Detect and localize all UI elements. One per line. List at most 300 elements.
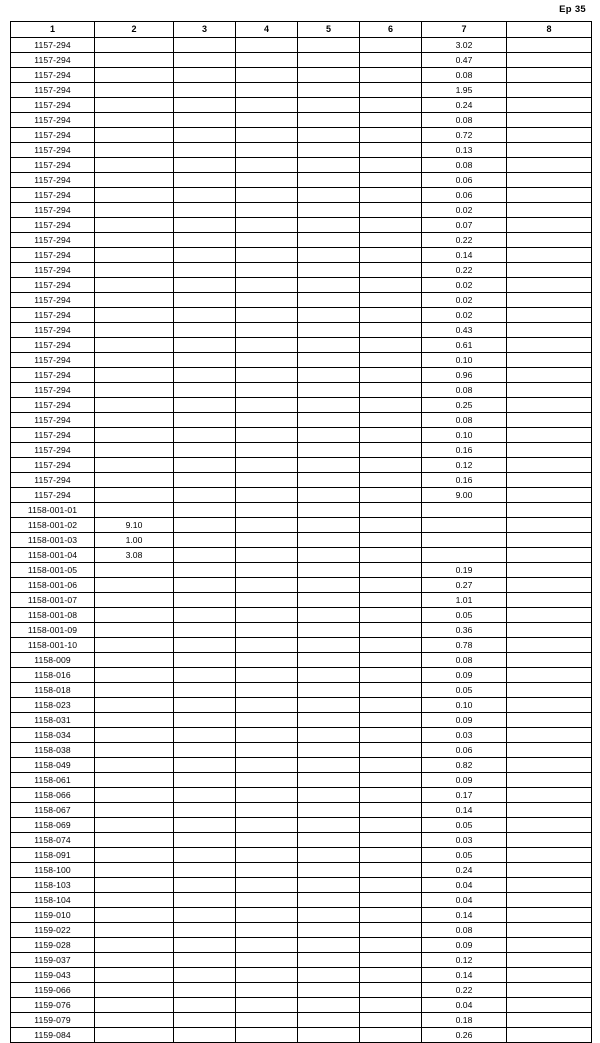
cell-id: 1158-069 [11,818,95,833]
cell-value [298,1013,360,1028]
cell-value [298,938,360,953]
cell-value [360,578,422,593]
cell-value [507,353,592,368]
cell-value [174,278,236,293]
cell-value [236,143,298,158]
cell-id: 1158-001-10 [11,638,95,653]
cell-value: 0.26 [422,1028,507,1043]
cell-id: 1157-294 [11,248,95,263]
cell-value [95,113,174,128]
cell-value: 0.22 [422,983,507,998]
cell-value [298,908,360,923]
cell-value [174,848,236,863]
cell-value [174,473,236,488]
cell-value: 0.02 [422,278,507,293]
table-row [11,668,592,683]
cell-value [507,998,592,1013]
cell-value [174,128,236,143]
cell-value [507,218,592,233]
cell-value: 0.43 [422,323,507,338]
cell-value [95,578,174,593]
cell-value: 0.05 [422,683,507,698]
cell-value [174,578,236,593]
cell-value [174,368,236,383]
cell-value [95,743,174,758]
cell-value [174,683,236,698]
cell-value [360,383,422,398]
table-row [11,1013,592,1028]
cell-id: 1158-066 [11,788,95,803]
cell-value [298,728,360,743]
cell-value [174,773,236,788]
cell-value [236,938,298,953]
cell-value [298,923,360,938]
cell-value: 0.24 [422,863,507,878]
cell-value [95,398,174,413]
cell-value: 0.04 [422,998,507,1013]
cell-value [507,398,592,413]
cell-value [236,533,298,548]
cell-id: 1157-294 [11,68,95,83]
table-row [11,503,592,518]
table-row [11,383,592,398]
cell-value [360,98,422,113]
table-row [11,623,592,638]
cell-value [507,773,592,788]
cell-value [95,893,174,908]
cell-value [298,53,360,68]
cell-value: 0.08 [422,653,507,668]
cell-value [422,548,507,563]
cell-value: 0.25 [422,398,507,413]
cell-value [507,338,592,353]
cell-value [236,128,298,143]
cell-value: 0.05 [422,608,507,623]
table-row [11,38,592,53]
cell-value: 0.08 [422,923,507,938]
cell-id: 1158-023 [11,698,95,713]
cell-value: 0.08 [422,158,507,173]
cell-id: 1159-084 [11,1028,95,1043]
cell-value [298,848,360,863]
cell-value [174,833,236,848]
cell-value: 0.17 [422,788,507,803]
cell-value: 0.08 [422,68,507,83]
cell-id: 1157-294 [11,128,95,143]
cell-value [174,233,236,248]
cell-value [360,788,422,803]
cell-value: 0.02 [422,203,507,218]
cell-value [507,593,592,608]
column-header-8: 8 [507,22,592,38]
cell-value [236,953,298,968]
cell-value [174,728,236,743]
cell-value [236,38,298,53]
cell-id: 1159-076 [11,998,95,1013]
cell-value [95,503,174,518]
table-row [11,923,592,938]
cell-value [174,548,236,563]
cell-value: 0.47 [422,53,507,68]
cell-value [236,968,298,983]
cell-value [507,833,592,848]
table-row [11,518,592,533]
cell-value [507,623,592,638]
table-row [11,773,592,788]
cell-value [507,233,592,248]
cell-value: 9.10 [95,518,174,533]
cell-value [174,758,236,773]
cell-value: 0.09 [422,938,507,953]
cell-value: 0.08 [422,113,507,128]
cell-value [174,908,236,923]
cell-value [174,653,236,668]
cell-value [298,743,360,758]
cell-id: 1158-061 [11,773,95,788]
cell-value [298,398,360,413]
cell-value [360,938,422,953]
table-row [11,98,592,113]
cell-value [298,428,360,443]
cell-value [174,263,236,278]
cell-value [298,968,360,983]
cell-value [174,803,236,818]
table-row [11,788,592,803]
column-header-3: 3 [174,22,236,38]
cell-value [507,638,592,653]
cell-id: 1158-031 [11,713,95,728]
cell-id: 1159-066 [11,983,95,998]
cell-value [95,368,174,383]
cell-value [298,68,360,83]
cell-value [298,803,360,818]
cell-value [360,203,422,218]
cell-value [507,368,592,383]
table-row [11,878,592,893]
cell-value [507,848,592,863]
cell-id: 1157-294 [11,233,95,248]
cell-value [298,863,360,878]
table-row [11,833,592,848]
cell-value [360,143,422,158]
cell-value [95,383,174,398]
cell-value [236,683,298,698]
cell-value [360,458,422,473]
cell-value [507,803,592,818]
cell-value: 0.04 [422,893,507,908]
cell-id: 1158-001-05 [11,563,95,578]
cell-value [298,878,360,893]
cell-value [95,758,174,773]
cell-value [174,188,236,203]
table-row [11,413,592,428]
cell-value [360,53,422,68]
cell-value [360,593,422,608]
cell-value [95,218,174,233]
cell-value [236,863,298,878]
cell-value: 0.08 [422,413,507,428]
cell-value [360,248,422,263]
cell-id: 1158-001-07 [11,593,95,608]
cell-value [236,773,298,788]
cell-value: 0.13 [422,143,507,158]
cell-value [174,923,236,938]
cell-value [298,413,360,428]
table-row [11,938,592,953]
cell-value [236,608,298,623]
cell-value [174,398,236,413]
cell-value [360,323,422,338]
cell-value [174,38,236,53]
cell-value [507,68,592,83]
cell-value [236,443,298,458]
cell-value: 0.12 [422,458,507,473]
cell-value [174,173,236,188]
cell-value [507,713,592,728]
cell-value [95,98,174,113]
cell-value [507,938,592,953]
cell-id: 1158-104 [11,893,95,908]
cell-value [174,248,236,263]
table-row [11,653,592,668]
cell-value [95,713,174,728]
cell-value [298,113,360,128]
cell-value [298,443,360,458]
cell-value [298,383,360,398]
cell-value [360,863,422,878]
table-row [11,248,592,263]
cell-id: 1157-294 [11,308,95,323]
cell-id: 1157-294 [11,443,95,458]
table-row [11,308,592,323]
table-row [11,443,592,458]
cell-id: 1157-294 [11,293,95,308]
cell-value [95,68,174,83]
cell-value: 0.10 [422,698,507,713]
cell-value [360,38,422,53]
table-row [11,113,592,128]
cell-id: 1157-294 [11,413,95,428]
cell-value: 0.05 [422,818,507,833]
cell-value [174,83,236,98]
cell-value [507,698,592,713]
cell-id: 1159-028 [11,938,95,953]
cell-value [174,818,236,833]
cell-value [95,38,174,53]
cell-value [236,308,298,323]
cell-value [174,623,236,638]
cell-value [95,908,174,923]
cell-value [298,698,360,713]
cell-id: 1159-010 [11,908,95,923]
cell-id: 1157-294 [11,83,95,98]
cell-id: 1158-001-04 [11,548,95,563]
cell-value [236,113,298,128]
cell-value [298,788,360,803]
cell-value [95,308,174,323]
cell-id: 1158-067 [11,803,95,818]
cell-value [236,548,298,563]
cell-value [360,623,422,638]
cell-value [507,608,592,623]
cell-value [236,908,298,923]
cell-id: 1158-001-02 [11,518,95,533]
cell-value [174,668,236,683]
cell-value [174,938,236,953]
cell-value [360,878,422,893]
cell-id: 1158-049 [11,758,95,773]
cell-value: 0.14 [422,803,507,818]
cell-value [507,1028,592,1043]
cell-value: 0.05 [422,848,507,863]
column-header-6: 6 [360,22,422,38]
cell-value [360,818,422,833]
cell-value [507,818,592,833]
cell-value [507,143,592,158]
cell-id: 1159-022 [11,923,95,938]
cell-value [174,788,236,803]
cell-value [236,458,298,473]
cell-value [507,953,592,968]
cell-value [360,758,422,773]
cell-value [298,653,360,668]
cell-value [298,263,360,278]
cell-value [507,263,592,278]
cell-value [360,233,422,248]
cell-value [95,413,174,428]
cell-value [236,68,298,83]
cell-id: 1158-038 [11,743,95,758]
cell-value [360,638,422,653]
table-row [11,143,592,158]
cell-value [507,548,592,563]
cell-value [236,53,298,68]
cell-value [298,773,360,788]
cell-value [360,908,422,923]
cell-value [236,878,298,893]
cell-value [360,488,422,503]
table-row [11,353,592,368]
cell-value [298,338,360,353]
cell-id: 1158-009 [11,653,95,668]
cell-value [360,413,422,428]
table-row [11,1028,592,1043]
cell-value: 0.14 [422,908,507,923]
cell-value [507,248,592,263]
cell-value: 1.00 [95,533,174,548]
cell-id: 1158-001-01 [11,503,95,518]
table-row [11,203,592,218]
cell-value [174,608,236,623]
cell-value: 0.14 [422,248,507,263]
cell-value [236,503,298,518]
cell-value [236,293,298,308]
cell-value [360,1013,422,1028]
cell-value [95,953,174,968]
cell-value: 3.08 [95,548,174,563]
cell-value [298,518,360,533]
table-row [11,968,592,983]
cell-value [95,623,174,638]
cell-value [360,533,422,548]
cell-value [236,203,298,218]
cell-value [174,158,236,173]
cell-value [174,383,236,398]
cell-value [95,848,174,863]
cell-value [236,1028,298,1043]
cell-value [507,413,592,428]
cell-value [236,173,298,188]
table-row [11,458,592,473]
cell-id: 1157-294 [11,173,95,188]
cell-value: 0.03 [422,728,507,743]
cell-id: 1157-294 [11,278,95,293]
cell-value [360,848,422,863]
cell-value [507,83,592,98]
table-row [11,428,592,443]
cell-value [298,548,360,563]
cell-value [95,638,174,653]
cell-value [360,83,422,98]
cell-value [507,968,592,983]
cell-value [236,98,298,113]
cell-value [236,983,298,998]
cell-value [298,638,360,653]
cell-value [507,668,592,683]
table-body [11,38,592,1043]
cell-value [236,848,298,863]
cell-value [360,803,422,818]
cell-value [298,203,360,218]
cell-value [236,473,298,488]
cell-id: 1157-294 [11,263,95,278]
cell-value [298,158,360,173]
cell-value [236,83,298,98]
cell-value [507,38,592,53]
cell-value: 0.19 [422,563,507,578]
table-row [11,803,592,818]
cell-value [298,143,360,158]
cell-value [507,1013,592,1028]
cell-value [507,923,592,938]
cell-value: 0.12 [422,953,507,968]
cell-id: 1159-079 [11,1013,95,1028]
cell-value [298,608,360,623]
table-header [11,22,592,38]
cell-value [507,188,592,203]
cell-value [507,173,592,188]
cell-value [236,383,298,398]
cell-value [95,338,174,353]
cell-value [360,278,422,293]
column-header-7: 7 [422,22,507,38]
cell-value [507,788,592,803]
column-header-5: 5 [298,22,360,38]
cell-value: 9.00 [422,488,507,503]
cell-id: 1157-294 [11,218,95,233]
cell-value [298,248,360,263]
cell-value [236,563,298,578]
cell-id: 1158-001-03 [11,533,95,548]
cell-value: 0.09 [422,773,507,788]
cell-value [360,173,422,188]
cell-value [298,503,360,518]
cell-value [95,998,174,1013]
table-row [11,173,592,188]
cell-value [360,398,422,413]
table-row [11,368,592,383]
cell-value [95,473,174,488]
